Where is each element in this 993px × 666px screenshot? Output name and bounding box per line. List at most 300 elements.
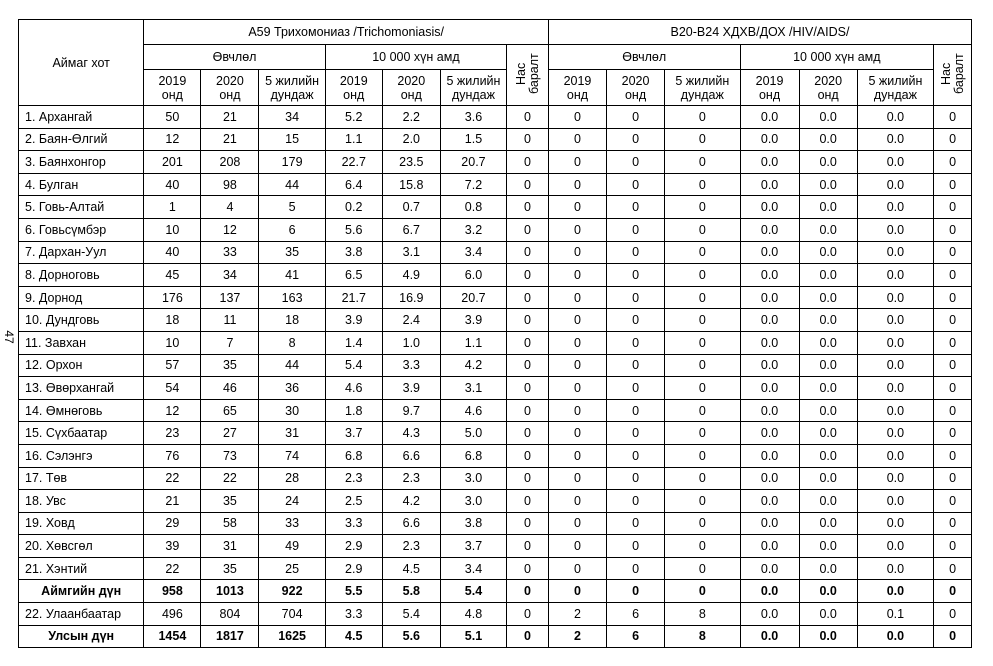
table-cell: 21.7 [325,286,382,309]
table-cell: 0 [507,106,549,129]
table-cell: 0 [934,354,972,377]
table-cell: 20.7 [440,151,506,174]
table-row [19,399,972,422]
year-header: 2020 онд [607,70,665,106]
table-cell: 45 [144,264,201,287]
table-cell: 6 [259,218,325,241]
table-cell: 0.0 [799,535,857,558]
table-cell: 0.0 [740,557,799,580]
table-cell: 5.1 [440,625,506,648]
region-name: 5. Говь-Алтай [19,196,144,219]
table-cell: 11 [201,309,259,332]
table-cell: 201 [144,151,201,174]
table-cell: 22.7 [325,151,382,174]
table-row [19,625,972,648]
table-cell: 0.0 [857,286,933,309]
table-cell: 5.6 [325,218,382,241]
table-cell: 3.9 [325,309,382,332]
table-cell: 46 [201,377,259,400]
table-cell: 4.5 [325,625,382,648]
table-cell: 0.0 [799,580,857,603]
table-cell: 0 [507,557,549,580]
table-cell: 12 [144,399,201,422]
table-cell: 7.2 [440,173,506,196]
table-cell: 0 [665,196,740,219]
table-cell: 0.0 [740,354,799,377]
table-cell: 0 [548,241,606,264]
table-cell: 1454 [144,625,201,648]
table-cell: 0.0 [857,467,933,490]
table-cell: 0 [548,309,606,332]
table-cell: 0 [665,331,740,354]
table-cell: 6.6 [382,444,440,467]
table-cell: 0 [507,286,549,309]
table-cell: 3.3 [325,512,382,535]
table-cell: 4 [201,196,259,219]
table-cell: 0 [548,354,606,377]
table-cell: 0 [934,264,972,287]
table-cell: 6.0 [440,264,506,287]
table-cell: 8 [259,331,325,354]
table-cell: 0 [934,557,972,580]
table-cell: 0.0 [740,331,799,354]
table-cell: 7 [201,331,259,354]
table-cell: 0 [665,512,740,535]
table-cell: 0 [934,218,972,241]
table-cell: 0 [507,467,549,490]
table-cell: 0.0 [799,422,857,445]
table-cell: 2.2 [382,106,440,129]
table-cell: 0.0 [857,106,933,129]
table-cell: 10 [144,331,201,354]
region-name: 20. Хөвсгөл [19,535,144,558]
table-row [19,580,972,603]
table-cell: 0 [607,196,665,219]
table-cell: 0.0 [740,444,799,467]
table-cell: 0 [665,264,740,287]
deaths-header: Нас баралт [934,45,972,106]
table-cell: 0.8 [440,196,506,219]
cases-header: Өвчлөл [144,45,325,70]
table-row [19,331,972,354]
table-cell: 0.0 [740,625,799,648]
table-cell: 0 [507,535,549,558]
table-cell: 0 [934,241,972,264]
table-cell: 0 [934,106,972,129]
table-cell: 0.0 [857,128,933,151]
table-cell: 25 [259,557,325,580]
table-cell: 0 [548,173,606,196]
table-cell: 18 [144,309,201,332]
table-cell: 40 [144,241,201,264]
table-row [19,241,972,264]
table-cell: 0.0 [740,218,799,241]
table-cell: 22 [144,557,201,580]
table-cell: 0 [665,557,740,580]
table-cell: 1817 [201,625,259,648]
table-cell: 0.0 [799,241,857,264]
table-cell: 0.0 [857,377,933,400]
table-cell: 22 [144,467,201,490]
table-cell: 3.4 [440,241,506,264]
table-cell: 0 [665,490,740,513]
table-cell: 0 [607,106,665,129]
region-column-header: Аймаг хот [19,20,144,106]
year-header: 2020 онд [382,70,440,106]
table-cell: 15 [259,128,325,151]
table-cell: 2.3 [382,467,440,490]
table-cell: 6.8 [325,444,382,467]
table-cell: 35 [201,490,259,513]
table-cell: 4.2 [382,490,440,513]
table-cell: 2.0 [382,128,440,151]
region-name: 2. Баян-Өлгий [19,128,144,151]
table-cell: 0 [934,490,972,513]
table-cell: 0 [934,625,972,648]
table-cell: 0.0 [857,309,933,332]
table-cell: 163 [259,286,325,309]
table-cell: 24 [259,490,325,513]
table-cell: 704 [259,603,325,626]
table-cell: 0.0 [799,490,857,513]
table-cell: 0.0 [740,377,799,400]
table-cell: 21 [144,490,201,513]
table-cell: 0 [507,444,549,467]
table-cell: 0 [665,286,740,309]
table-cell: 10 [144,218,201,241]
table-cell: 0 [507,241,549,264]
table-cell: 0.0 [857,422,933,445]
table-cell: 0 [507,512,549,535]
table-cell: 0 [665,467,740,490]
table-cell: 0 [548,196,606,219]
table-cell: 0.0 [740,490,799,513]
table-cell: 0.0 [799,196,857,219]
region-name: 14. Өмнөговь [19,399,144,422]
table-cell: 0.0 [799,264,857,287]
table-cell: 0 [665,377,740,400]
table-cell: 23 [144,422,201,445]
table-cell: 3.8 [440,512,506,535]
table-cell: 1.4 [325,331,382,354]
table-cell: 496 [144,603,201,626]
table-cell: 0 [507,399,549,422]
table-cell: 0 [507,354,549,377]
table-cell: 5.4 [440,580,506,603]
table-cell: 98 [201,173,259,196]
table-cell: 179 [259,151,325,174]
table-row [19,264,972,287]
table-cell: 0 [665,309,740,332]
table-cell: 1.0 [382,331,440,354]
statistics-table [18,19,972,648]
table-cell: 0 [607,467,665,490]
table-cell: 1.5 [440,128,506,151]
year-header: 5 жилийн дундаж [259,70,325,106]
table-cell: 0 [934,151,972,174]
region-name: 12. Орхон [19,354,144,377]
table-cell: 0 [934,331,972,354]
table-cell: 0 [548,467,606,490]
table-cell: 1625 [259,625,325,648]
table-cell: 0 [548,444,606,467]
table-cell: 2 [548,603,606,626]
table-cell: 0.0 [799,512,857,535]
table-cell: 22 [201,467,259,490]
region-name: 13. Өвөрхангай [19,377,144,400]
table-cell: 1.1 [325,128,382,151]
table-cell: 21 [201,128,259,151]
table-cell: 0 [607,173,665,196]
table-cell: 0 [607,422,665,445]
table-cell: 958 [144,580,201,603]
region-name: 22. Улаанбаатар [19,603,144,626]
rate-header: 10 000 хүн амд [325,45,506,70]
table-cell: 2.4 [382,309,440,332]
table-cell: 0.0 [799,286,857,309]
table-cell: 2.5 [325,490,382,513]
table-cell: 8 [665,603,740,626]
region-name: 7. Дархан-Уул [19,241,144,264]
table-cell: 0 [665,241,740,264]
page-number: 47 [2,330,16,344]
table-cell: 34 [259,106,325,129]
table-cell: 0 [934,444,972,467]
table-cell: 27 [201,422,259,445]
table-row [19,422,972,445]
table-row [19,377,972,400]
table-cell: 0.0 [740,173,799,196]
table-cell: 0 [607,377,665,400]
table-cell: 0.0 [740,422,799,445]
table-row [19,535,972,558]
table-cell: 4.8 [440,603,506,626]
region-name: 17. Төв [19,467,144,490]
table-cell: 0 [665,422,740,445]
table-cell: 0.0 [799,173,857,196]
table-row [19,603,972,626]
table-cell: 41 [259,264,325,287]
table-cell: 0 [507,196,549,219]
region-name: 6. Говьсүмбэр [19,218,144,241]
table-cell: 30 [259,399,325,422]
table-row [19,557,972,580]
table-cell: 0 [607,241,665,264]
table-cell: 3.0 [440,467,506,490]
table-cell: 0.0 [857,241,933,264]
table-cell: 0 [507,331,549,354]
table-cell: 28 [259,467,325,490]
region-name: 4. Булган [19,173,144,196]
table-cell: 58 [201,512,259,535]
table-cell: 0 [548,377,606,400]
table-cell: 0.0 [799,625,857,648]
year-header: 2019 онд [325,70,382,106]
table-cell: 1.8 [325,399,382,422]
table-cell: 31 [201,535,259,558]
table-cell: 0 [507,490,549,513]
table-cell: 0.0 [799,354,857,377]
table-cell: 18 [259,309,325,332]
table-cell: 12 [201,218,259,241]
table-cell: 1.1 [440,331,506,354]
table-cell: 0 [665,218,740,241]
table-cell: 20.7 [440,286,506,309]
year-header: 5 жилийн дундаж [857,70,933,106]
table-cell: 0.0 [799,309,857,332]
table-cell: 4.6 [325,377,382,400]
table-cell: 804 [201,603,259,626]
table-cell: 0.0 [857,625,933,648]
table-cell: 0 [607,535,665,558]
table-row [19,354,972,377]
table-cell: 0.0 [740,535,799,558]
table-cell: 35 [201,354,259,377]
year-header: 2020 онд [201,70,259,106]
table-cell: 0 [548,557,606,580]
table-cell: 0 [665,399,740,422]
table-cell: 0 [607,218,665,241]
table-cell: 5.0 [440,422,506,445]
table-cell: 0.0 [857,580,933,603]
table-cell: 0 [507,151,549,174]
table-cell: 0.0 [857,354,933,377]
table-cell: 0.0 [740,603,799,626]
table-cell: 0.0 [857,196,933,219]
table-cell: 0 [548,106,606,129]
table-cell: 0 [548,128,606,151]
year-header: 5 жилийн дундаж [440,70,506,106]
table-cell: 0 [507,603,549,626]
table-cell: 73 [201,444,259,467]
table-cell: 5.6 [382,625,440,648]
table-cell: 0.0 [799,377,857,400]
table-cell: 3.1 [382,241,440,264]
table-cell: 49 [259,535,325,558]
table-row [19,128,972,151]
group-header-hiv-aids: B20-B24 ХДХВ/ДОХ /HIV/AIDS/ [548,20,971,45]
table-cell: 0 [607,354,665,377]
table-row [19,106,972,129]
table-cell: 0.0 [740,128,799,151]
table-cell: 6 [607,625,665,648]
group-header-trichomoniasis: A59 Трихомониаз /Trichomoniasis/ [144,20,549,45]
table-cell: 39 [144,535,201,558]
region-name: 16. Сэлэнгэ [19,444,144,467]
table-cell: 0 [548,490,606,513]
year-header: 2019 онд [144,70,201,106]
region-name: 8. Дорноговь [19,264,144,287]
table-cell: 34 [201,264,259,287]
table-cell: 0.1 [857,603,933,626]
table-cell: 0.0 [799,331,857,354]
table-cell: 0 [507,128,549,151]
table-cell: 0 [934,467,972,490]
table-cell: 0.0 [857,490,933,513]
table-cell: 33 [259,512,325,535]
year-header: 2019 онд [740,70,799,106]
table-cell: 0.0 [799,444,857,467]
table-cell: 0.2 [325,196,382,219]
table-cell: 0 [607,309,665,332]
table-row [19,490,972,513]
table-cell: 0.0 [799,151,857,174]
table-cell: 0.0 [799,106,857,129]
table-cell: 36 [259,377,325,400]
table-cell: 5.5 [325,580,382,603]
table-cell: 44 [259,354,325,377]
table-cell: 4.3 [382,422,440,445]
region-name: 18. Увс [19,490,144,513]
table-cell: 0.0 [857,535,933,558]
region-name: 21. Хэнтий [19,557,144,580]
table-cell: 0 [607,557,665,580]
table-cell: 76 [144,444,201,467]
table-row [19,151,972,174]
table-cell: 922 [259,580,325,603]
table-cell: 0.0 [740,309,799,332]
table-cell: 0.0 [857,512,933,535]
table-cell: 0 [665,535,740,558]
table-cell: 3.9 [440,309,506,332]
table-cell: 33 [201,241,259,264]
deaths-header: Нас баралт [507,45,549,106]
table-cell: 0.0 [740,264,799,287]
table-cell: 8 [665,625,740,648]
table-cell: 0 [934,286,972,309]
table-cell: 4.5 [382,557,440,580]
table-cell: 3.9 [382,377,440,400]
table-cell: 0 [934,603,972,626]
table-cell: 4.9 [382,264,440,287]
table-cell: 1013 [201,580,259,603]
table-cell: 0.0 [857,173,933,196]
table-cell: 0.0 [799,557,857,580]
table-cell: 0.0 [740,286,799,309]
table-row [19,512,972,535]
table-cell: 0 [665,580,740,603]
table-cell: 0 [607,331,665,354]
table-cell: 3.7 [325,422,382,445]
table-cell: 208 [201,151,259,174]
table-cell: 137 [201,286,259,309]
table-cell: 5.8 [382,580,440,603]
table-cell: 0 [934,399,972,422]
table-cell: 0 [548,580,606,603]
table-row [19,444,972,467]
table-cell: 0 [607,399,665,422]
table-cell: 0 [548,286,606,309]
region-name: 15. Сүхбаатар [19,422,144,445]
table-cell: 3.4 [440,557,506,580]
table-cell: 0 [665,173,740,196]
table-cell: 0.0 [799,218,857,241]
table-cell: 0.0 [740,241,799,264]
region-name: 3. Баянхонгор [19,151,144,174]
table-cell: 2 [548,625,606,648]
table-cell: 2.3 [325,467,382,490]
table-cell: 0 [548,399,606,422]
table-cell: 0.0 [857,264,933,287]
table-cell: 0 [507,377,549,400]
table-cell: 1 [144,196,201,219]
table-cell: 0 [665,354,740,377]
table-cell: 0 [934,580,972,603]
cases-header: Өвчлөл [548,45,740,70]
table-cell: 0 [934,512,972,535]
table-cell: 74 [259,444,325,467]
table-cell: 0.0 [857,151,933,174]
